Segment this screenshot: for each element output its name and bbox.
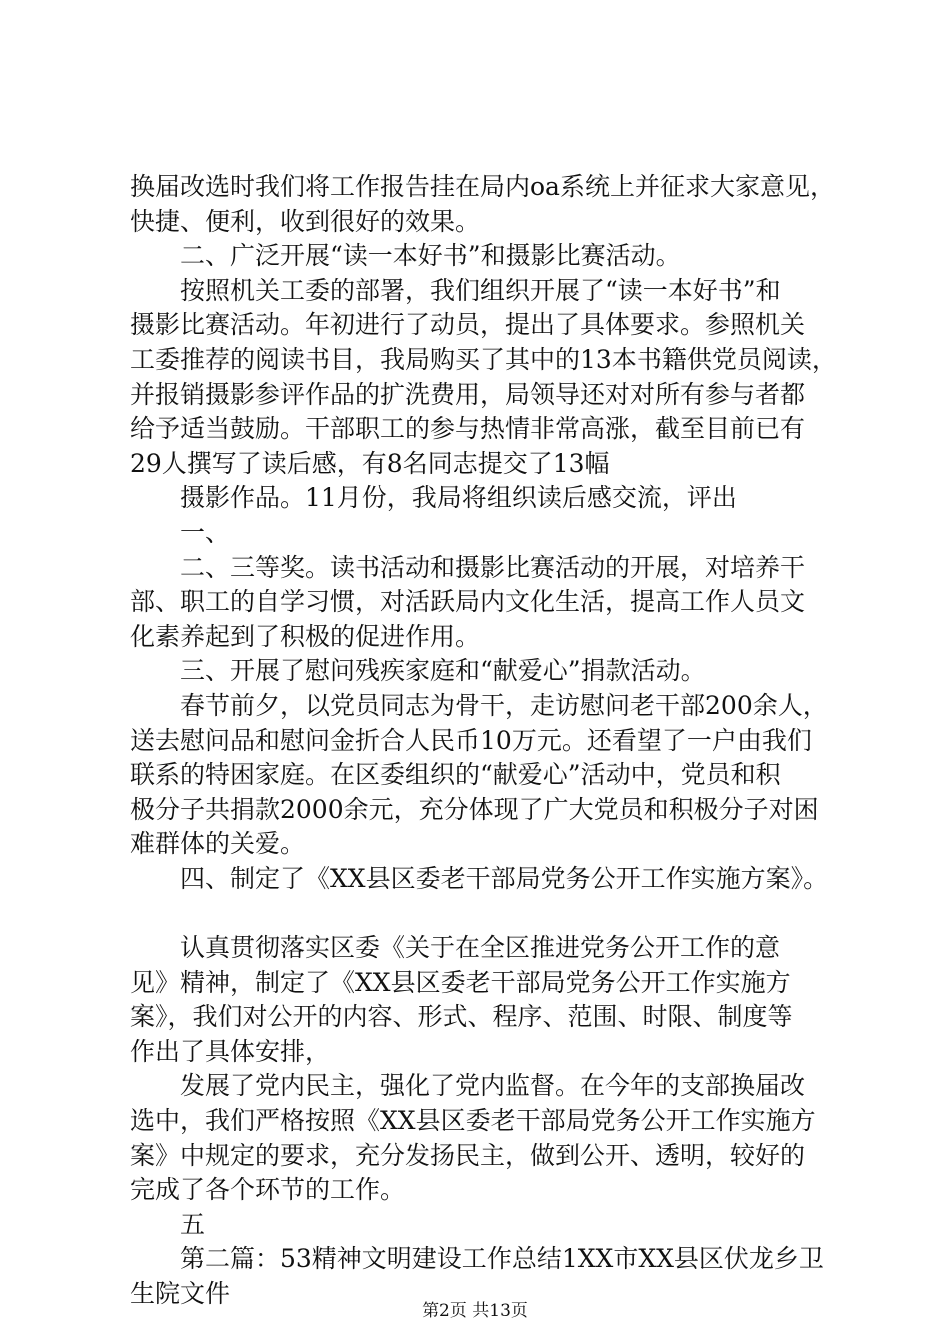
- text-line: 工委推荐的阅读书目，我局购买了其中的13本书籍供党员阅读，: [130, 344, 837, 374]
- text-line: 选中，我们严格按照《XX县区委老干部局党务公开工作实施方: [130, 1106, 816, 1136]
- text-line: 给予适当鼓励。干部职工的参与热情非常高涨，截至目前已有: [130, 414, 806, 444]
- document-body: [130, 170, 845, 1312]
- page-footer: [0, 1300, 950, 1322]
- section-heading: 二、广泛开展“读一本好书”和摄影比赛活动。: [180, 241, 681, 271]
- text-line: 快捷、便利，收到很好的效果。: [130, 206, 481, 236]
- text-line: 认真贯彻落实区委《关于在全区推进党务公开工作的意: [180, 933, 781, 963]
- text-line: 并报销摄影参评作品的扩洗费用，局领导还对对所有参与者都: [130, 379, 806, 409]
- text-line: 案》，我们对公开的内容、形式、程序、范围、时限、制度等: [130, 1002, 793, 1032]
- text-line: 联系的特困家庭。在区委组织的“献爱心”活动中，党员和积: [130, 760, 781, 790]
- paragraph-gap: [130, 896, 845, 931]
- text-line: 摄影作品。11月份，我局将组织读后感交流，评出: [180, 483, 737, 513]
- text-line: 29人撰写了读后感，有8名同志提交了13幅: [130, 448, 610, 478]
- text-line: 难群体的关爱。: [130, 829, 306, 859]
- text-line: 按照机关工委的部署，我们组织开展了“读一本好书”和: [180, 275, 781, 305]
- section-heading: 三、开展了慰问残疾家庭和“献爱心”捐款活动。: [180, 656, 706, 686]
- text-line: 极分子共捐款2000余元，充分体现了广大党员和积极分子对困: [130, 794, 819, 824]
- text-line: 发展了党内民主，强化了党内监督。在今年的支部换届改: [180, 1071, 806, 1101]
- text-line: 化素养起到了积极的促进作用。: [130, 621, 481, 651]
- text-line: 换届改选时我们将工作报告挂在局内oa系统上并征求大家意见，: [130, 172, 835, 201]
- text-line: 生院文件: [130, 1279, 231, 1308]
- text-line: 第二篇：53精神文明建设工作总结1XX市XX县区伏龙乡卫: [180, 1244, 824, 1274]
- section-heading: 四、制定了《XX县区委老干部局党务公开工作实施方案》。: [180, 863, 829, 893]
- text-line: 案》中规定的要求，充分发扬民主，做到公开、透明，较好的: [130, 1140, 806, 1170]
- text-line: 送去慰问品和慰问金折合人民币10万元。还看望了一户由我们: [130, 725, 812, 755]
- text-line: 部、职工的自学习惯，对活跃局内文化生活，提高工作人员文: [130, 587, 806, 617]
- text-line: 完成了各个环节的工作。: [130, 1175, 406, 1205]
- section-heading: 五: [180, 1209, 206, 1239]
- text-line: 二、三等奖。读书活动和摄影比赛活动的开展，对培养干: [180, 552, 806, 582]
- text-line: 春节前夕，以党员同志为骨干，走访慰问老干部200余人，: [180, 690, 828, 720]
- text-line: 一、: [180, 517, 231, 547]
- text-line: 见》精神，制定了《XX县区委老干部局党务公开工作实施方: [130, 967, 791, 997]
- text-line: 摄影比赛活动。年初进行了动员，提出了具体要求。参照机关: [130, 310, 806, 340]
- page-number-label: 第2页 共13页: [422, 1301, 528, 1321]
- text-line: 作出了具体安排，: [130, 1036, 331, 1066]
